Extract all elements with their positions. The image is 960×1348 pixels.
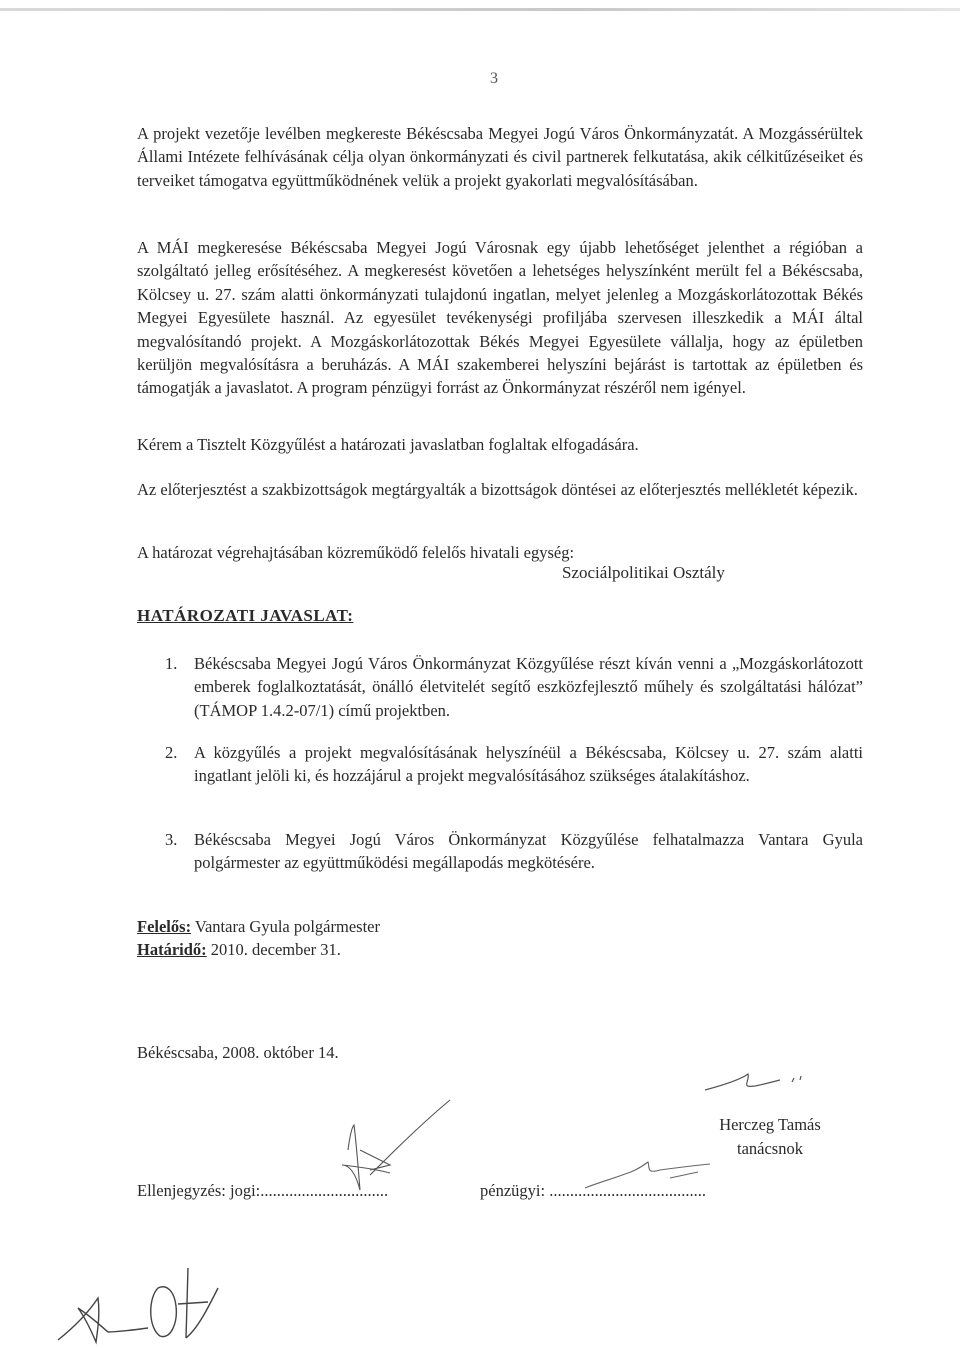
department-name: Szociálpolitikai Osztály — [562, 563, 725, 582]
responsible-label: Felelős: — [137, 917, 192, 936]
signer-title: tanácsnok — [737, 1139, 803, 1158]
responsible-line — [137, 915, 380, 938]
item-number: 2. — [165, 743, 178, 762]
resolution-heading: HATÁROZATI JAVASLAT: — [137, 606, 354, 625]
item-text: Békéscsaba Megyei Jogú Város Önkormányzat Közgyűlése felhatalmazza Vantara Gyula polgármester az együttműködési megállapodás megkötésére. — [194, 830, 863, 873]
countersign-line — [137, 1181, 857, 1201]
countersign-financial: pénzügyi: ...................................... — [480, 1181, 706, 1200]
legal-signature — [330, 1095, 460, 1215]
page-number: 3 — [490, 70, 498, 87]
paragraph-mai: A MÁI megkeresése Békéscsaba Megyei Jogú Városnak egy újabb lehetőséget jelenthet a régióban a szolgáltató jelleg erősítéséhez. A megkeresést követően a lehetséges helyszínként merült fel a Békéscsaba, Kölcsey u. 27. szám alatti önkormányzati tulajdonú ingatlan, melyet jelenleg a Mozgáskorlátozottak Békés Megyei Egyesülete használ. Az egyesület tevékenységi profiljába szervesen illeszkedik a MÁI által megvalósítandó projekt. A Mozgáskorlátozottak Békés Megyei Egyesülete vállalja, hogy az épületben kerüljön megvalósításra a beruházás. A MÁI szakemberei helyszíni bejárást is tartottak az épületben és támogatják a javaslatot. A program pénzügyi forrást az Önkormányzat részéről nem igényel. — [137, 238, 863, 398]
deadline-label: Határidő: — [137, 940, 207, 959]
paragraph-intro: A projekt vezetője levélben megkereste Békéscsaba Megyei Jogú Város Önkormányzatát. A Mozgássérültek Állami Intézete felhívásának célja olyan önkormányzati és civil partnerek felkutatása, akik célkitűzéseiket és terveiket támogatva együttműködnének velük a projekt gyakorlati megvalósításában. — [137, 124, 863, 190]
scan-edge — [0, 8, 960, 11]
item-number: 3. — [165, 830, 178, 849]
signer-name: Herczeg Tamás — [719, 1115, 821, 1134]
deadline-value: 2010. december 31. — [210, 940, 341, 959]
item-number: 1. — [165, 654, 178, 673]
financial-signature — [580, 1148, 720, 1198]
paragraph-committees: Az előterjesztést a szakbizottságok megtárgyalták a bizottságok döntései az előterjesztés mellékletét képezik. — [137, 480, 858, 499]
place-date: Békéscsaba, 2008. október 14. — [137, 1043, 339, 1062]
responsible-value: Vantara Gyula polgármester — [194, 917, 380, 936]
signer-block — [700, 1113, 840, 1161]
countersign-legal: Ellenjegyzés: jogi:............................... — [137, 1181, 389, 1200]
initials-signature — [48, 1258, 228, 1348]
signer-signature — [700, 1068, 810, 1098]
paragraph-executor: A határozat végrehajtásában közreműködő felelős hivatali egység: — [137, 543, 575, 562]
item-text: Békéscsaba Megyei Jogú Város Önkormányzat Közgyűlése részt kíván venni a „Mozgáskorlátozott emberek foglalkoztatását, önálló életvitelét segítő eszközfejlesztő műhely és szolgáltatási hálózat” (TÁMOP 1.4.2-07/1) című projektben. — [194, 654, 863, 720]
deadline-line — [137, 938, 341, 961]
paragraph-request: Kérem a Tisztelt Közgyűlést a határozati javaslatban foglaltak elfogadására. — [137, 435, 639, 454]
item-text: A közgyűlés a projekt megvalósításának helyszínéül a Békéscsaba, Kölcsey u. 27. szám alatti ingatlant jelöli ki, és hozzájárul a projekt megvalósításához szükséges átalakításhoz. — [194, 743, 863, 786]
